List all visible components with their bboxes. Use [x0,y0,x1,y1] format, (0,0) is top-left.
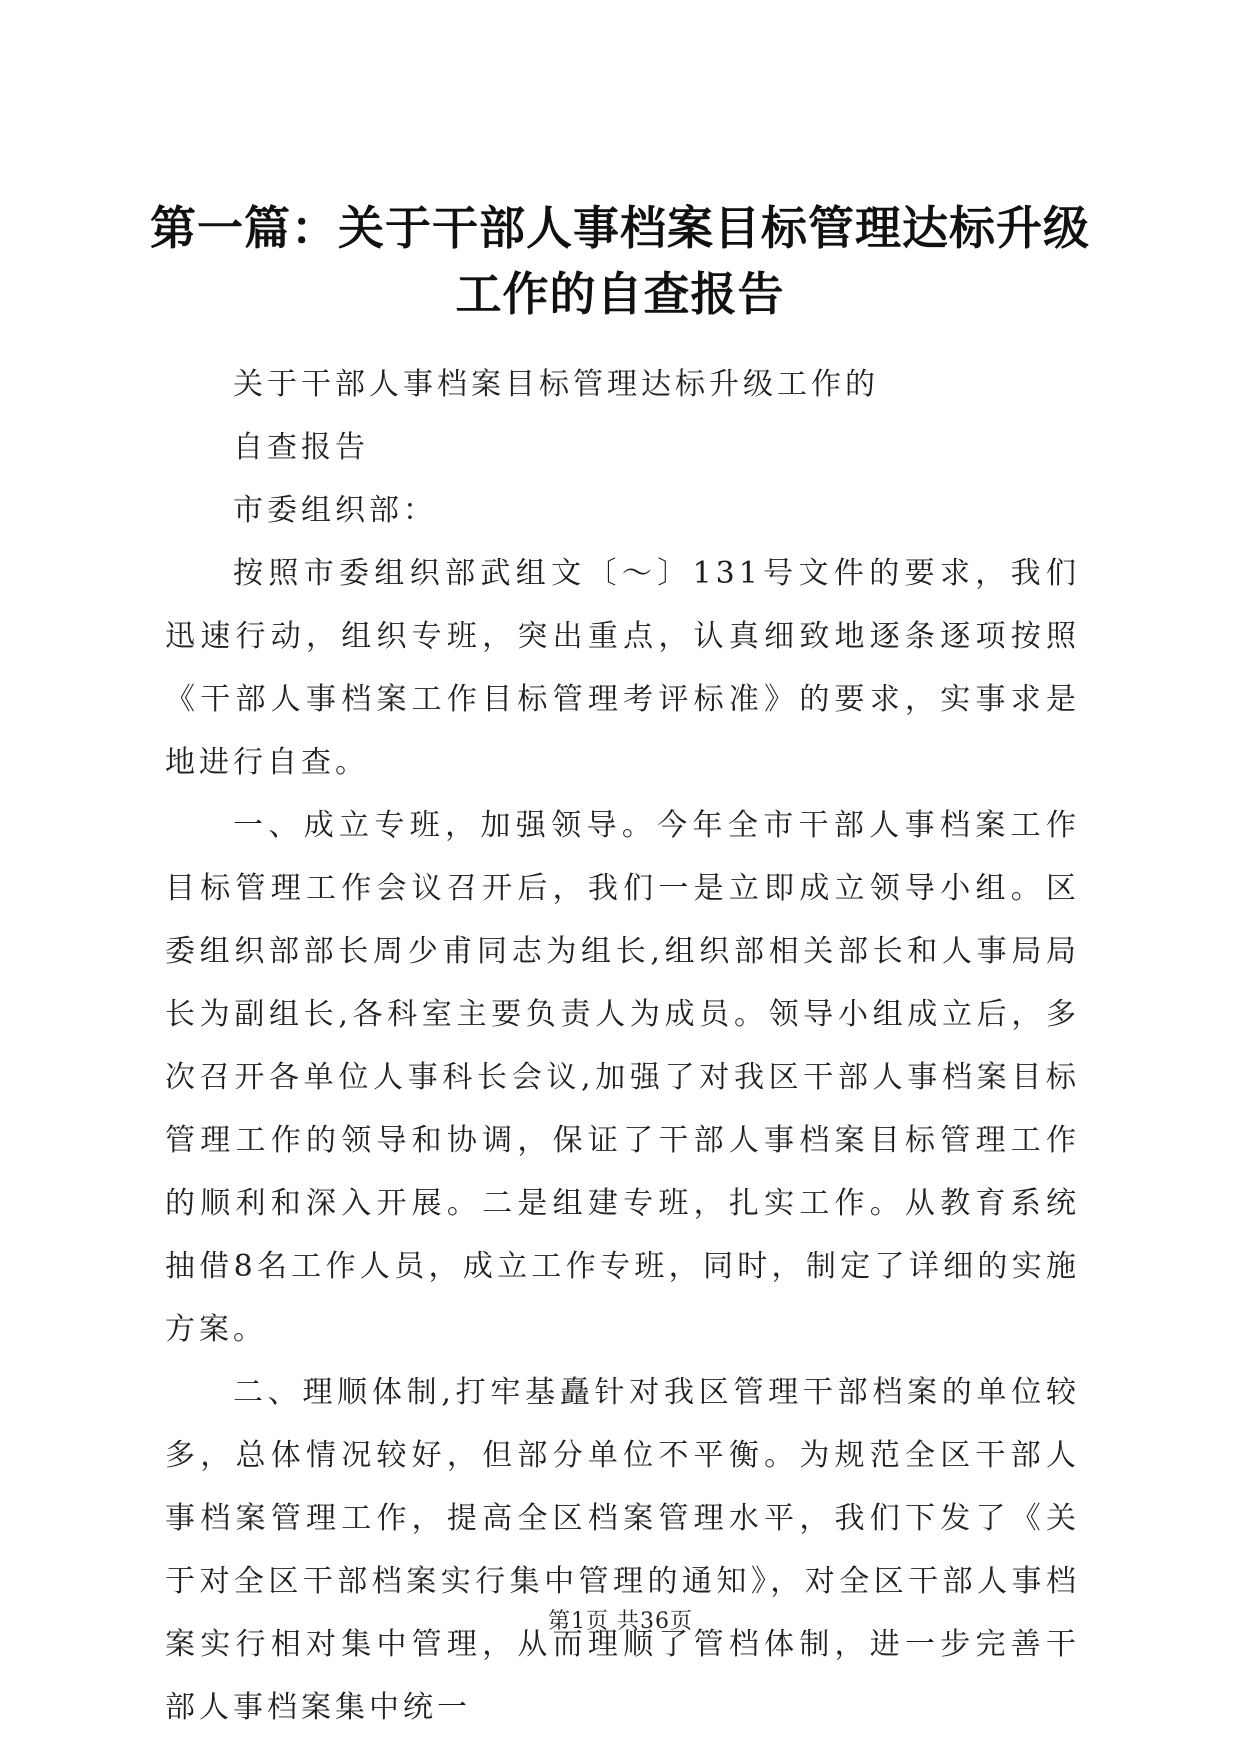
document-title [150,195,1090,327]
body-paragraph-salutation: 市委组织部： [233,493,437,528]
body-paragraph-intro: 按照市委组织部武组文〔～〕131号文件的要求，我们迅速行动，组织专班，突出重点，认真细致地逐条逐项按照《干部人事档案工作目标管理考评标准》的要求，实事求是地进行自查。 [165,556,1080,780]
body-paragraph-section-2: 二、理顺体制,打牢基矗针对我区管理干部档案的单位较多，总体情况较好，但部分单位不平衡。为规范全区干部人事档案管理工作，提高全区档案管理水平，我们下发了《关于对全区干部档案实行集中管理的通知》，对全区干部人事档案实行相对集中管理，从而理顺了管档体制，进一步完善干部人事档案集中统一 [165,1375,1080,1725]
body-paragraph-heading-2: 自查报告 [233,430,369,465]
title-line-1: 第一篇：关于干部人事档案目标管理达标升级 [150,201,1090,255]
page-footer: 第1页 共36页 [548,1609,693,1634]
title-line-2: 工作的自查报告 [455,267,785,321]
body-paragraph-section-1: 一、成立专班，加强领导。今年全市干部人事档案工作目标管理工作会议召开后，我们一是立即成立领导小组。区委组织部部长周少甫同志为组长,组织部相关部长和人事局局长为副组长,各科室主要负责人为成员。领导小组成立后，多次召开各单位人事科长会议,加强了对我区干部人事档案目标管理工作的领导和协调，保证了干部人事档案目标管理工作的顺利和深入开展。二是组建专班，扎实工作。从教育系统抽借8名工作人员，成立工作专班，同时，制定了详细的实施方案。 [165,808,1080,1347]
document-body [165,353,1080,1739]
body-paragraph-heading-1: 关于干部人事档案目标管理达标升级工作的 [233,367,879,402]
